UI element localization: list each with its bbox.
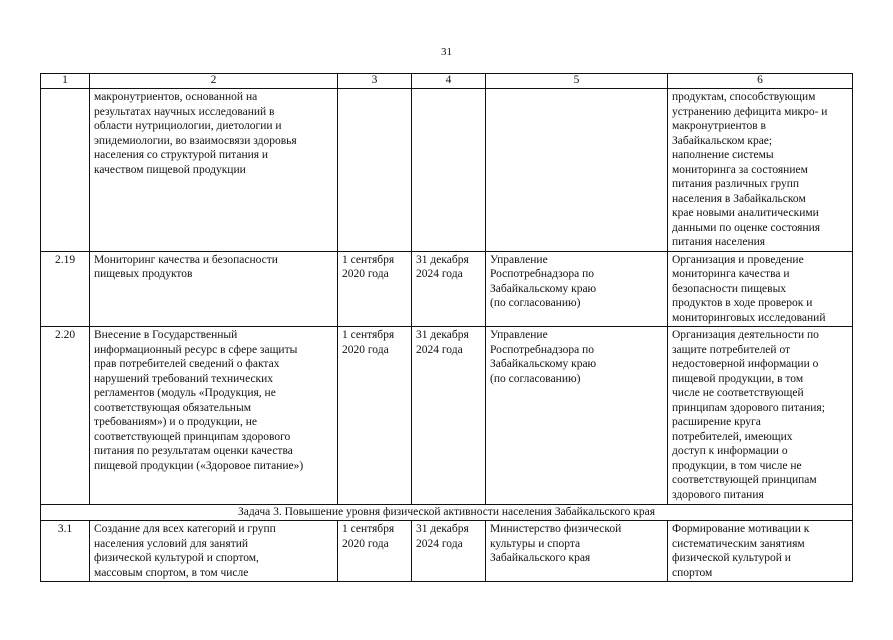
expected-result: Организация деятельности по защите потребителей от недостоверной информации о пищевой продукции, в том числе не соответствующей принципам здорового питания; расширение круга потребителей, имеющих доступ к информации о продукции, в том числе не соответствующей принципам здорового питания xyxy=(668,327,853,505)
executor: Министерство физической культуры и спорта Забайкальского края xyxy=(486,521,668,582)
task-heading: Задача 3. Повышение уровня физической активности населения Забайкальского края xyxy=(41,505,853,521)
column-number-row xyxy=(41,74,853,89)
measure-name: Внесение в Государственный информационный ресурс в сфере защиты прав потребителей сведений о фактах нарушений требований технических регламентов (модуль «Продукция, не соответствующая обязательным требованиям») и о продукции, не соответствующей принципам здорового питания по результатам оценки качества пищевой продукции («Здоровое питание») xyxy=(90,327,338,505)
executor: Управление Роспотребнадзора по Забайкальскому краю (по согласованию) xyxy=(486,251,668,327)
column-header: 6 xyxy=(668,74,853,89)
page-number: 31 xyxy=(441,46,452,58)
executor: Управление Роспотребнадзора по Забайкальскому краю (по согласованию) xyxy=(486,327,668,505)
column-header: 5 xyxy=(486,74,668,89)
start-date: 1 сентября 2020 года xyxy=(338,327,412,505)
end-date: 31 декабря 2024 года xyxy=(412,251,486,327)
start-date: 1 сентября 2020 года xyxy=(338,251,412,327)
column-header: 2 xyxy=(90,74,338,89)
measure-name: Мониторинг качества и безопасности пищевых продуктов xyxy=(90,251,338,327)
table-row xyxy=(41,521,853,582)
task-heading-row xyxy=(41,505,853,521)
measures-table xyxy=(40,73,853,582)
continuation-name-cell: макронутриентов, основанной на результатах научных исследований в области нутрициологии, диетологии и эпидемиологии, во взаимосвязи здоровья населения со структурой питания и качеством пищевой продукции xyxy=(90,89,338,252)
item-number: 2.19 xyxy=(41,251,90,327)
expected-result: Формирование мотивации к систематическим занятиям физической культурой и спортом xyxy=(668,521,853,582)
table-row xyxy=(41,251,853,327)
column-header: 3 xyxy=(338,74,412,89)
expected-result: Организация и проведение мониторинга качества и безопасности пищевых продуктов в ходе проверок и мониторинговых исследований xyxy=(668,251,853,327)
end-date: 31 декабря 2024 года xyxy=(412,521,486,582)
continuation-row xyxy=(41,89,853,252)
table-row xyxy=(41,327,853,505)
column-header: 1 xyxy=(41,74,90,89)
continuation-result-cell: продуктам, способствующим устранению дефицита микро- и макронутриентов в Забайкальском крае; наполнение системы мониторинга за состоянием питания различных групп населения в Забайкальском крае новыми аналитическими данными по оценке состояния питания населения xyxy=(668,89,853,252)
measure-name: Создание для всех категорий и групп населения условий для занятий физической культурой и спортом, массовым спортом, в том числе xyxy=(90,521,338,582)
end-date: 31 декабря 2024 года xyxy=(412,327,486,505)
item-number: 2.20 xyxy=(41,327,90,505)
column-header: 4 xyxy=(412,74,486,89)
item-number: 3.1 xyxy=(41,521,90,582)
start-date: 1 сентября 2020 года xyxy=(338,521,412,582)
